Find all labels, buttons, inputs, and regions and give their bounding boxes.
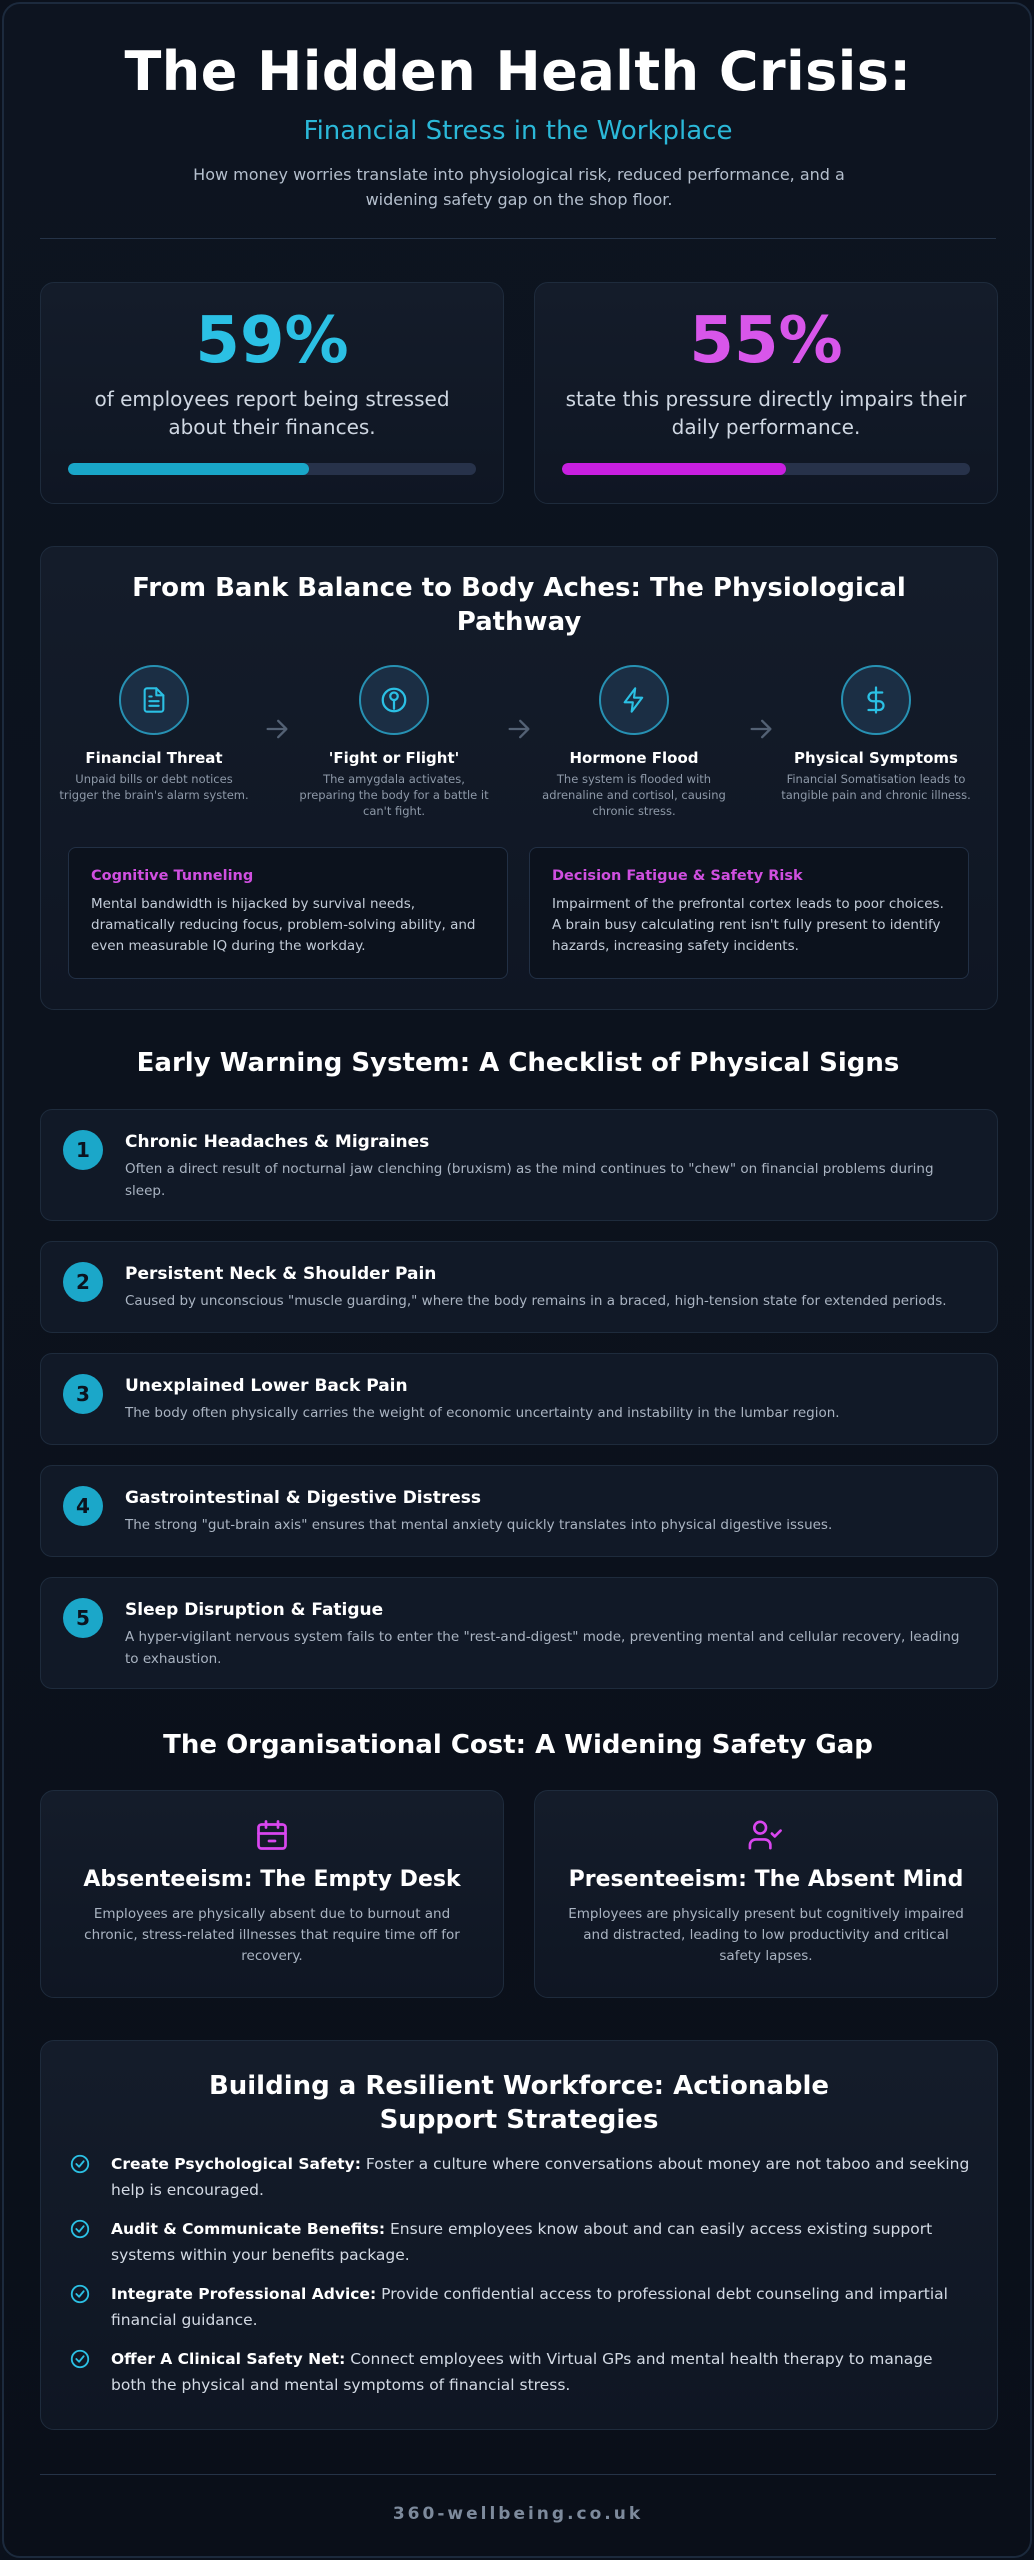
- pathway-step-physical-symptoms: [781, 665, 971, 803]
- section-title: Building a Resilient Workforce: Actionable Support Strategies: [208, 2071, 830, 2135]
- stat-value: 55%: [689, 304, 843, 378]
- step-description: Unpaid bills or debt notices trigger the brain's alarm system.: [59, 772, 249, 802]
- strategy-description: Connect employees with Virtual GPs and mental health therapy to manage both the physical and mental symptoms of financial stress.: [111, 2350, 933, 2394]
- dollar-icon: [841, 665, 911, 735]
- card-text: Mental bandwidth is hijacked by survival needs, dramatically reducing focus, problem-solving ability, and even measurable IQ during the workday.: [91, 896, 476, 954]
- cost-title: The Organisational Cost: A Widening Safety Gap: [163, 1730, 873, 1760]
- stat-card-stressed: [40, 282, 504, 504]
- strategies-section: [40, 2040, 998, 2430]
- step-title: Hormone Flood: [569, 749, 699, 767]
- section-title: From Bank Balance to Body Aches: The Physiological Pathway: [132, 573, 906, 637]
- checklist-item: [40, 1241, 998, 1333]
- item-description: The strong "gut-brain axis" ensures that mental anxiety quickly translates into physical digestive issues.: [125, 1517, 833, 1533]
- card-description: Employees are physically present but cognitively impaired and distracted, leading to low productivity and critical safety lapses.: [568, 1906, 964, 1964]
- number-badge: 1: [63, 1130, 103, 1170]
- progress-bar-fill: [562, 463, 786, 475]
- header-divider: [40, 238, 996, 239]
- calendar-icon: [41, 1817, 503, 1857]
- number-badge: 3: [63, 1374, 103, 1414]
- item-description: Caused by unconscious "muscle guarding," where the body remains in a braced, high-tension state for extended periods.: [125, 1293, 947, 1309]
- decision-fatigue-card: [529, 847, 969, 979]
- checklist-title: Early Warning System: A Checklist of Physical Signs: [136, 1048, 900, 1078]
- strategy-label: Offer A Clinical Safety Net:: [111, 2350, 346, 2368]
- progress-bar: [562, 463, 970, 475]
- strategy-label: Integrate Professional Advice:: [111, 2285, 377, 2303]
- strategy-label: Audit & Communicate Benefits:: [111, 2220, 386, 2238]
- footer-link[interactable]: 360-wellbeing.co.uk: [392, 2504, 644, 2524]
- check-circle-icon: [69, 2218, 91, 2240]
- strategy-label: Create Psychological Safety:: [111, 2155, 361, 2173]
- card-title: Absenteeism: The Empty Desk: [83, 1867, 461, 1892]
- checklist-item: [40, 1465, 998, 1557]
- document-icon: [119, 665, 189, 735]
- number-badge: 4: [63, 1486, 103, 1526]
- infographic-frame: [2, 2, 1032, 2558]
- strategy-text: [111, 2216, 971, 2268]
- item-description: A hyper-vigilant nervous system fails to enter the "rest-and-digest" mode, preventing mental and cellular recovery, leading to exhaustion.: [125, 1629, 960, 1667]
- card-title: Decision Fatigue & Safety Risk: [552, 868, 803, 884]
- item-description: Often a direct result of nocturnal jaw clenching (bruxism) as the mind continues to "chew" on financial problems during sleep.: [125, 1161, 934, 1199]
- check-circle-icon: [69, 2153, 91, 2175]
- strategy-description: Provide confidential access to professional debt counseling and impartial financial guidance.: [111, 2285, 948, 2329]
- checklist-item: [40, 1353, 998, 1445]
- pathway-step-financial-threat: [59, 665, 249, 803]
- presenteeism-card: [534, 1790, 998, 1998]
- card-text: Impairment of the prefrontal cortex leads to poor choices. A brain busy calculating rent isn't fully present to identify hazards, increasing safety incidents.: [552, 896, 944, 954]
- stat-text: state this pressure directly impairs their daily performance.: [565, 387, 967, 439]
- stat-card-performance: [534, 282, 998, 504]
- strategy-description: Foster a culture where conversations about money are not taboo and seeking help is encouraged.: [111, 2155, 970, 2199]
- strategy-text: [111, 2151, 971, 2203]
- item-title: Sleep Disruption & Fatigue: [125, 1600, 384, 1620]
- number-badge: 5: [63, 1598, 103, 1638]
- progress-bar-fill: [68, 463, 309, 475]
- footer-divider: [40, 2474, 996, 2475]
- step-title: Financial Threat: [85, 749, 223, 767]
- step-title: 'Fight or Flight': [328, 749, 460, 767]
- brain-icon: [359, 665, 429, 735]
- header: [40, 40, 996, 103]
- item-title: Unexplained Lower Back Pain: [125, 1376, 408, 1396]
- pathway-step-hormone-flood: [539, 665, 729, 819]
- card-title: Presenteeism: The Absent Mind: [568, 1867, 964, 1892]
- item-title: Chronic Headaches & Migraines: [125, 1132, 430, 1152]
- arrow-right-icon: [747, 715, 775, 743]
- checklist-item: [40, 1109, 998, 1221]
- stat-value: 59%: [195, 304, 349, 378]
- item-title: Gastrointestinal & Digestive Distress: [125, 1488, 482, 1508]
- item-title: Persistent Neck & Shoulder Pain: [125, 1264, 437, 1284]
- page-intro: How money worries translate into physiological risk, reduced performance, and a widening safety gap on the shop floor.: [193, 165, 845, 209]
- card-title: Cognitive Tunneling: [91, 868, 254, 884]
- pathway-step-fight-or-flight: [299, 665, 489, 819]
- item-description: The body often physically carries the weight of economic uncertainty and instability in the lumbar region.: [125, 1405, 840, 1421]
- progress-bar: [68, 463, 476, 475]
- step-description: Financial Somatisation leads to tangible pain and chronic illness.: [781, 772, 971, 802]
- cognitive-tunneling-card: [68, 847, 508, 979]
- strategy-description: Ensure employees know about and can easily access existing support systems within your benefits package.: [111, 2220, 933, 2264]
- strategy-text: [111, 2281, 971, 2333]
- user-check-icon: [535, 1817, 997, 1857]
- checklist-item: [40, 1577, 998, 1689]
- lightning-icon: [599, 665, 669, 735]
- step-description: The system is flooded with adrenaline and cortisol, causing chronic stress.: [542, 772, 726, 818]
- check-circle-icon: [69, 2283, 91, 2305]
- step-title: Physical Symptoms: [794, 749, 958, 767]
- absenteeism-card: [40, 1790, 504, 1998]
- page-title: The Hidden Health Crisis:: [124, 40, 912, 103]
- page-subtitle: Financial Stress in the Workplace: [303, 116, 733, 146]
- check-circle-icon: [69, 2348, 91, 2370]
- stat-text: of employees report being stressed about their finances.: [94, 387, 450, 439]
- strategy-text: [111, 2346, 971, 2398]
- number-badge: 2: [63, 1262, 103, 1302]
- card-description: Employees are physically absent due to burnout and chronic, stress-related illnesses that require time off for recovery.: [84, 1906, 460, 1964]
- arrow-right-icon: [505, 715, 533, 743]
- step-description: The amygdala activates, preparing the body for a battle it can't fight.: [299, 772, 489, 818]
- pathway-section: [40, 546, 998, 1010]
- arrow-right-icon: [263, 715, 291, 743]
